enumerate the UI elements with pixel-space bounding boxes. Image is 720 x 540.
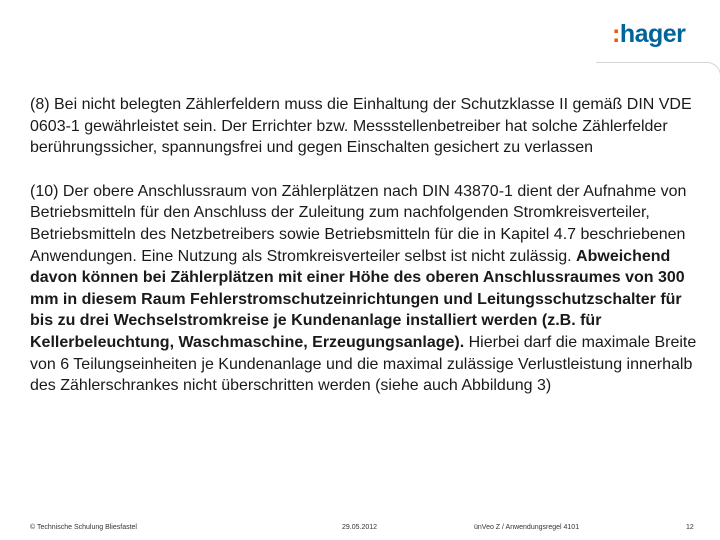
footer-title: ünVeo Z / Anwendungsregel 4101 <box>474 524 580 531</box>
paragraph-8-text: (8) Bei nicht belegten Zählerfeldern muss die Einhaltung der Schutzklasse II gemäß DIN VDE 0603-1 gewährleistet sein. Der Errichter bzw. Messstellenbetreiber hat solche Zählerfelder berührungssicher, spannungsfrei und gegen Einschalten gesichert zu verlassen <box>30 96 692 157</box>
paragraph-10-text-2: Hierbei darf die maximale Breite von 6 Teilungseinheiten je Kundenanlage und die maximal zulässige Verlustleistung innerhalb des Zählerschrankes nicht überschritten werden (siehe auch Abbildung 3) <box>30 333 697 395</box>
footer-copyright: © Technische Schulung Bliesfastel <box>30 524 137 531</box>
slide-body <box>30 94 700 419</box>
logo-text: hager <box>619 20 686 48</box>
paragraph-8 <box>30 94 700 159</box>
logo-dots: : <box>612 20 620 48</box>
paragraph-10-bold-text: Abweichend davon können bei Zählerplätzen mit einer Höhe des oberen Anschlussraumes von 300 mm in diesem Raum Fehlerstromschutzeinrichtungen und Leitungsschutzschalter für bis zu drei Wechselstromkreise je Kundenanlage installiert werden (z.B. für Kellerbeleuchtung, Waschmaschine, Erzeugungsanlage). <box>30 247 685 351</box>
footer-page-number: 12 <box>686 524 694 531</box>
header-decoration-line <box>596 62 720 79</box>
footer-date: 29.05.2012 <box>342 524 378 531</box>
paragraph-10 <box>30 181 700 397</box>
hager-logo <box>612 22 685 47</box>
paragraph-10-text-1: (10) Der obere Anschlussraum von Zählerplätzen nach DIN 43870-1 dient der Aufnahme von Betriebsmitteln für den Anschluss der Zuleitung zum nachfolgenden Stromkreisverteiler, Betriebsmitteln des Netzbetreibers sowie Betriebsmitteln für die in Kapitel 4.7 beschriebenen Anwendungen. Eine Nutzung als Stromkreisverteiler selbst ist nicht zulässig. <box>30 182 687 265</box>
